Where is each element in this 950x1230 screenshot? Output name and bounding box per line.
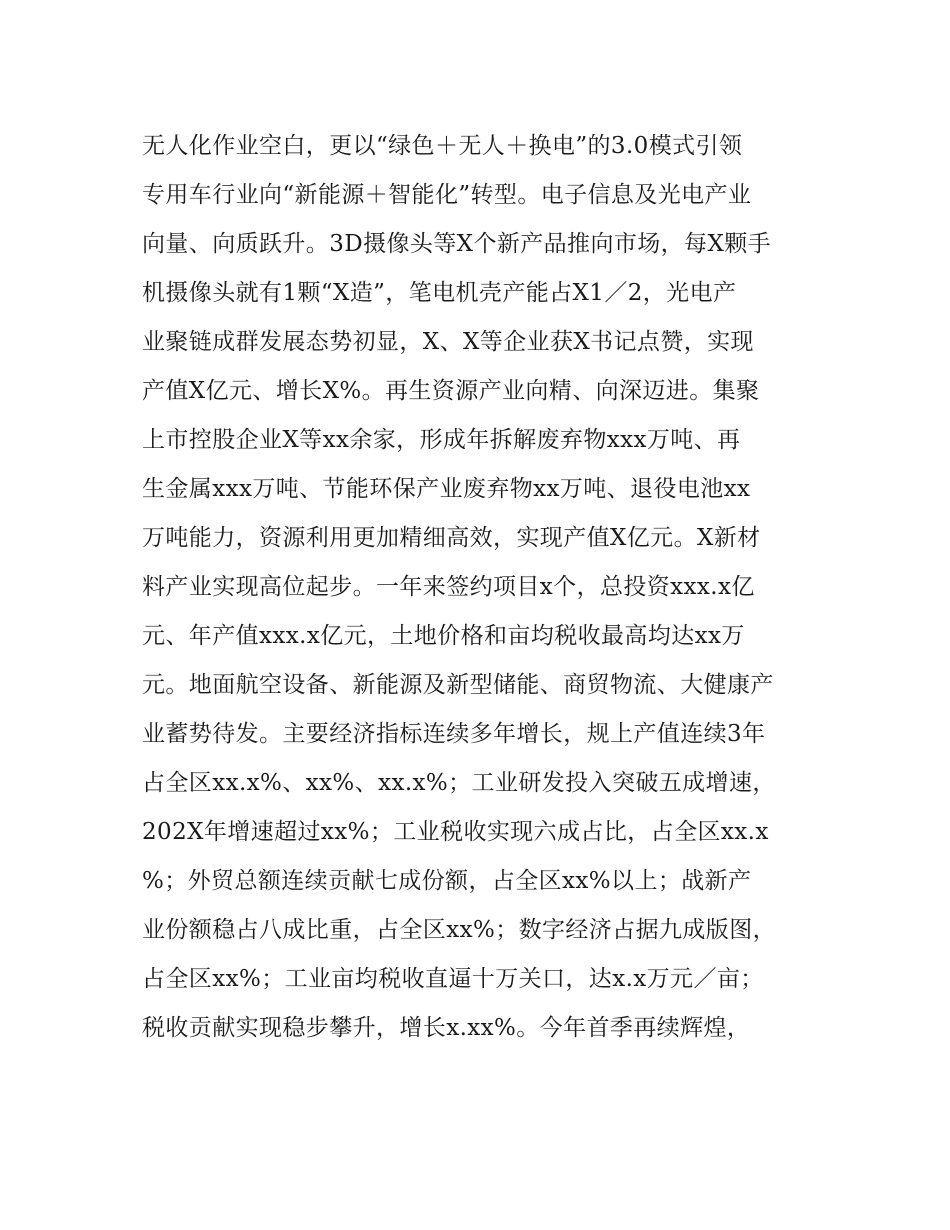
text-line: 202X年增速超过xx%；工业税收实现六成占比，占全区xx.x — [142, 819, 769, 845]
text-line: 产值X亿元、增长X%。再生资源产业向精、向深迈进。集聚 — [142, 378, 760, 404]
text-line: 业蓄势待发。主要经济指标连续多年增长，规上产值连续3年 — [142, 721, 766, 747]
text-line: 料产业实现高位起步。一年来签约项目x个，总投资xxx.x亿 — [142, 574, 755, 600]
text-line: 无人化作业空白，更以“绿色＋无人＋换电”的3.0模式引领 — [142, 133, 743, 159]
text-line: 万吨能力，资源利用更加精细高效，实现产值X亿元。X新材 — [142, 525, 761, 551]
text-line: 元。地面航空设备、新能源及新型储能、商贸物流、大健康产 — [142, 672, 774, 698]
text-line: 上市控股企业X等xx余家，形成年拆解废弃物xxx万吨、再 — [142, 427, 741, 453]
text-line: 向量、向质跃升。3D摄像头等X个新产品推向市场，每X颗手 — [142, 231, 772, 257]
text-line: %；外贸总额连续贡献七成份额，占全区xx%以上；战新产 — [142, 868, 752, 894]
text-line: 业份额稳占八成比重，占全区xx%；数字经济占据九成版图， — [142, 917, 776, 943]
text-line: 生金属xxx万吨、节能环保产业废弃物xx万吨、退役电池xx — [142, 476, 751, 502]
text-line: 业聚链成群发展态势初显，X、X等企业获X书记点赞，实现 — [142, 329, 754, 355]
body-text — [142, 122, 822, 1053]
text-line: 元、年产值xxx.x亿元，土地价格和亩均税收最高均达xx万 — [142, 623, 745, 649]
text-line: 机摄像头就有1颗“X造”，笔电机壳产能占X1／2，光电产 — [142, 280, 737, 306]
text-line: 占全区xx.x%、xx%、xx.x%；工业研发投入突破五成增速， — [142, 770, 776, 796]
text-line: 专用车行业向“新能源＋智能化”转型。电子信息及光电产业 — [142, 182, 752, 208]
text-line: 税收贡献实现稳步攀升，增长x.xx%。今年首季再续辉煌， — [142, 1015, 751, 1041]
text-line: 占全区xx%；工业亩均税收直逼十万关口，达x.x万元／亩； — [142, 966, 764, 992]
